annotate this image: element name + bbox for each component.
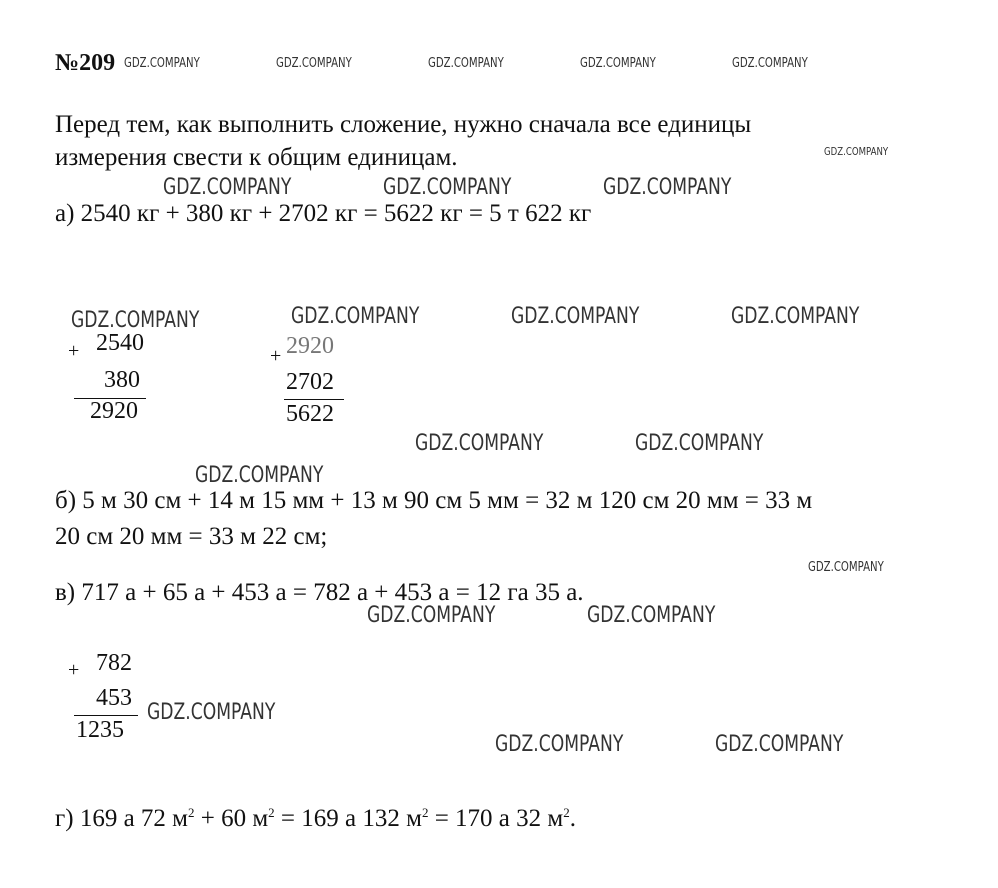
addend-top: 782 — [96, 650, 132, 676]
plus-sign: + — [68, 340, 80, 362]
addend-top: 2920 — [286, 333, 334, 359]
sum-line — [74, 715, 138, 716]
watermark: GDZ.COMPANY — [163, 175, 292, 200]
watermark: GDZ.COMPANY — [824, 145, 889, 158]
watermark: GDZ.COMPANY — [731, 304, 860, 329]
watermark: GDZ.COMPANY — [195, 463, 324, 488]
plus-sign: + — [68, 659, 80, 681]
sum-result: 2920 — [90, 398, 138, 424]
watermark: GDZ.COMPANY — [147, 700, 276, 725]
watermark: GDZ.COMPANY — [124, 56, 200, 71]
watermark: GDZ.COMPANY — [715, 732, 844, 757]
watermark: GDZ.COMPANY — [808, 560, 884, 575]
watermark: GDZ.COMPANY — [587, 603, 716, 628]
sum-result: 5622 — [286, 401, 334, 427]
part-b-line-1: б) 5 м 30 см + 14 м 15 мм + 13 м 90 см 5 мм = 32 м 120 см 20 мм = 33 м — [55, 487, 813, 514]
watermark: GDZ.COMPANY — [495, 732, 624, 757]
part-a-equation: а) 2540 кг + 380 кг + 2702 кг = 5622 кг = 5 т 622 кг — [55, 200, 592, 227]
intro-line-2: измерения свести к общим единицам. — [55, 144, 458, 171]
watermark: GDZ.COMPANY — [635, 431, 764, 456]
watermark: GDZ.COMPANY — [603, 175, 732, 200]
watermark: GDZ.COMPANY — [71, 308, 200, 333]
addend-bottom: 453 — [96, 685, 132, 711]
addend-top: 2540 — [96, 330, 144, 356]
plus-sign: + — [270, 345, 282, 367]
intro-line-1: Перед тем, как выполнить сложение, нужно сначала все единицы — [55, 111, 752, 138]
watermark: GDZ.COMPANY — [511, 304, 640, 329]
part-v-equation: в) 717 а + 65 а + 453 а = 782 а + 453 а = 12 га 35 а. — [55, 579, 584, 606]
watermark: GDZ.COMPANY — [276, 56, 352, 71]
watermark: GDZ.COMPANY — [580, 56, 656, 71]
addend-bottom: 380 — [104, 367, 140, 393]
watermark: GDZ.COMPANY — [428, 56, 504, 71]
watermark: GDZ.COMPANY — [415, 431, 544, 456]
watermark: GDZ.COMPANY — [383, 175, 512, 200]
watermark: GDZ.COMPANY — [732, 56, 808, 71]
watermark: GDZ.COMPANY — [291, 304, 420, 329]
watermark: GDZ.COMPANY — [367, 603, 496, 628]
sum-result: 1235 — [76, 717, 124, 743]
addend-bottom: 2702 — [286, 369, 334, 395]
part-g-equation: г) 169 а 72 $м^2 + 60$ $м^2 = 169$ а 132 $м^2 = 170$ а 32 $м^2$. — [55, 805, 576, 832]
part-b-line-2: 20 см 20 мм = 33 м 22 см; — [55, 523, 328, 550]
problem-number: №209 — [55, 50, 116, 76]
sum-line — [284, 399, 344, 400]
